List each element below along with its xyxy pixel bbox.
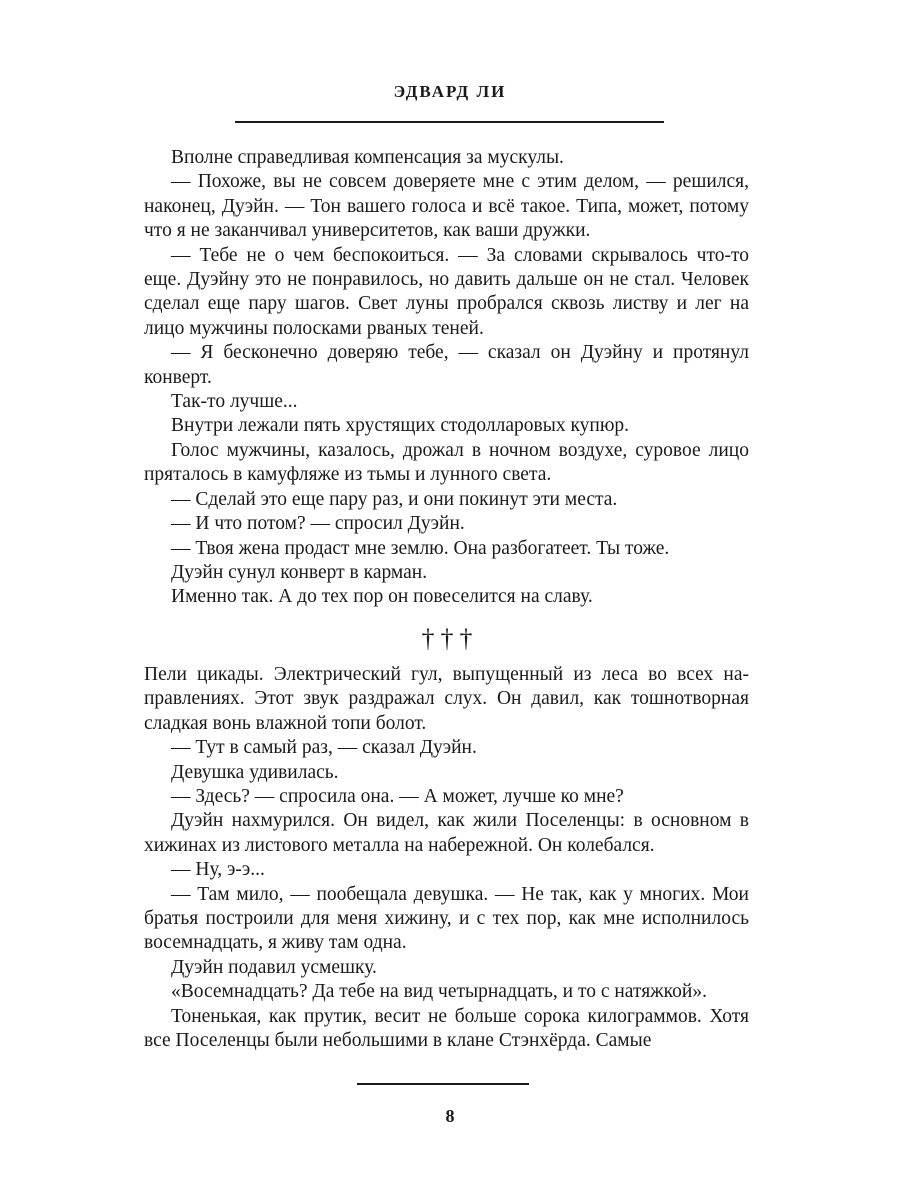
paragraph: «Восемнадцать? Да тебе на вид четырнадцать, и то с натяжкой». [171,981,707,1003]
paragraph: Вполне справедливая компенсация за мускулы. [171,147,564,168]
footer-rule [357,1083,529,1085]
paragraph: — Похоже, вы не совсем доверяете мне с этим делом, — решился, наконец, Дуэйн. — Тон вашего голоса и всё такое. Типа, может, потому что я не заканчивал университетов, как ваши дружки. [144,171,749,242]
paragraph: Так-то лучше... [171,391,298,413]
paragraph: — Там мило, — пообещала девушка. — Не так, как у многих. Мои братья построили для меня хижину, и с тех пор, как мне исполнилось восемнадцать, я живу там одна. [144,883,749,954]
paragraph: Именно так. А до тех пор он повеселится на славу. [171,586,593,608]
paragraph: — Тут в самый раз, — сказал Дуэйн. [171,737,477,759]
paragraph: Девушка удивилась. [171,761,339,783]
paragraph: — Сделай это еще пару раз, и они покинут эти места. [171,488,618,510]
paragraph: Тоненькая, как прутик, весит не больше сорока килограммов. Хотя все Поселенцы были небольшими в клане Стэнхёрда. Самые [144,1005,749,1052]
paragraph: Дуэйн сунул конверт в карман. [171,561,428,583]
section-one-text [144,146,749,610]
paragraph: — Ну, э-э... [171,859,265,881]
paragraph: — Тебе не о чем беспокоиться. — За словами скрывалось что-то еще. Дуэйну это не понравилось, но давить дальше он не стал. Человек сделал еще пару шагов. Свет луны пробрался сквозь листву и лег на лицо мужчины полосками рваных теней. [144,244,749,339]
section-break-crosses: ††† [421,624,479,653]
section-two-text [144,663,749,1054]
paragraph: — Здесь? — спросила она. — А может, лучше ко мне? [171,786,624,808]
paragraph: Дуэйн подавил усмешку. [171,956,377,978]
paragraph: — Я бесконечно доверяю тебе, — сказал он Дуэйну и протянул конверт. [144,342,749,388]
running-header-author: ЭДВАРД ЛИ [393,82,507,101]
paragraph: — Твоя жена продаст мне землю. Она разбогатеет. Ты тоже. [171,537,670,559]
paragraph: Дуэйн нахмурился. Он видел, как жили Поселенцы: в основном в хижинах из листового металла на набережной. Он колебался. [144,810,749,856]
paragraph: Пели цикады. Электрический гул, выпущенный из леса во всех направлениях. Этот звук раздражал слух. Он давил, как тошнотворная сладкая вонь влажной топи болот. [144,664,749,734]
paragraph: Голос мужчины, казалось, дрожал в ночном воздухе, суровое лицо пряталось в камуфляже из тьмы и лунного света. [144,439,749,486]
paragraph: Внутри лежали пять хрустящих стодолларовых купюр. [171,415,630,437]
header-rule [235,121,664,123]
paragraph: — И что потом? — спросил Дуэйн. [171,513,465,535]
page-number: 8 [445,1106,455,1126]
